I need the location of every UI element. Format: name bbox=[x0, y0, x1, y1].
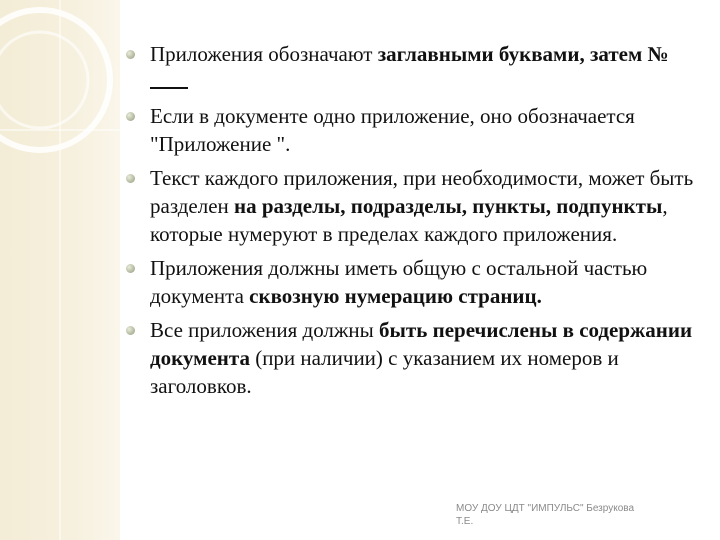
text-segment: Приложения должны иметь общую с остальной частью документа bbox=[150, 256, 648, 308]
bold-segment: сквозную нумерацию страниц. bbox=[249, 284, 542, 308]
bullet-list bbox=[126, 40, 700, 406]
bullet-text bbox=[150, 166, 693, 246]
text-segment: (при наличии) с указанием их номеров и заголовков. bbox=[150, 346, 619, 398]
bullet-text bbox=[150, 42, 669, 94]
footer-line-2: Т.Е. bbox=[456, 516, 474, 527]
bullet-item bbox=[126, 164, 700, 248]
bullet-text bbox=[150, 256, 647, 308]
bullet-icon bbox=[126, 326, 135, 335]
footer-line-1: МОУ ДОУ ЦДТ "ИМПУЛЬС" Безрукова bbox=[456, 503, 635, 514]
bold-segment: заглавными буквами, затем № bbox=[377, 42, 669, 66]
bullet-item bbox=[126, 102, 700, 158]
bullet-icon bbox=[126, 264, 135, 273]
bullet-icon bbox=[126, 112, 135, 121]
decorative-side-panel bbox=[0, 0, 121, 540]
bold-segment: быть перечислены в содержании документа bbox=[150, 318, 693, 370]
footer-credit bbox=[456, 502, 696, 528]
bullet-item bbox=[126, 254, 700, 310]
bullet-item bbox=[126, 316, 700, 400]
bullet-icon bbox=[126, 174, 135, 183]
bullet-text bbox=[150, 318, 692, 398]
bullet-item bbox=[126, 40, 700, 96]
text-segment: , которые нумеруют в пределах каждого приложения. bbox=[150, 194, 668, 246]
bullet-text bbox=[150, 104, 635, 156]
text-segment: Приложения обозначают bbox=[150, 42, 378, 66]
text-segment: Текст каждого приложения, при необходимости, может быть разделен bbox=[150, 166, 694, 218]
bold-segment: на разделы, подразделы, пункты, подпункты bbox=[234, 194, 663, 218]
bullet-icon bbox=[126, 50, 135, 59]
decorative-circles-graphic bbox=[0, 0, 120, 540]
text-segment: Если в документе одно приложение, оно обозначается "Приложение ". bbox=[150, 104, 635, 156]
number-blank-line bbox=[150, 69, 188, 89]
text-segment: Все приложения должны bbox=[150, 318, 380, 342]
